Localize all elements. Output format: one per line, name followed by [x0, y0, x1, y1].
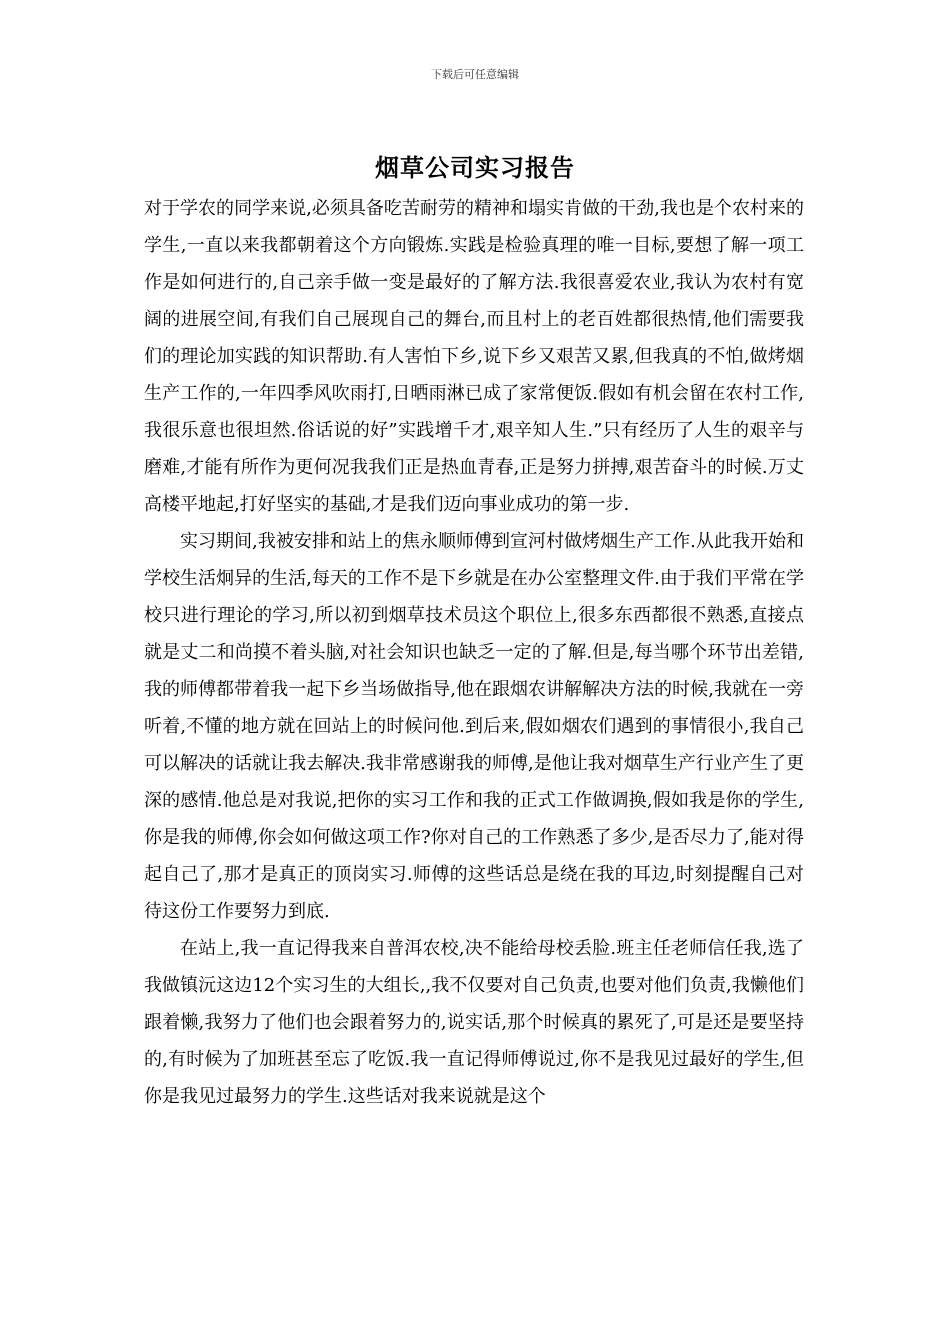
header-note: 下载后可任意编辑 [431, 68, 519, 81]
paragraph-2: 实习期间,我被安排和站上的焦永顺师傅到宣河村做烤烟生产工作.从此我开始和学校生活炯异的生活,每天的工作不是下乡就是在办公室整理文件.由于我们平常在学校只进行理论的学习,所以初到烟草技术员这个职位上,很多东西都很不熟悉,直接点就是丈二和尚摸不着头脑,对社会知识也缺乏一定的了解.但是,每当哪个环节出差错,我的师傅都带着我一起下乡当场做指导,他在跟烟农讲解解决方法的时候,我就在一旁听着,不懂的地方就在回站上的时候问他.到后来,假如烟农们遇到的事情很小,我自己可以解决的话就让我去解决.我非常感谢我的师傅,是他让我对烟草生产行业产生了更深的感情.他总是对我说,把你的实习工作和我的正式工作做调换,假如我是你的学生,你是我的师傅,你会如何做这项工作?你对自己的工作熟悉了多少,是否尽力了,能对得起自己了,那才是真正的顶岗实习.师傅的这些话总是绕在我的耳边,时刻提醒自己对待这份工作要努力到底. [144, 531, 804, 922]
document-body [144, 190, 804, 1115]
document-title: 烟草公司实习报告 [375, 154, 575, 182]
paragraph-1: 对于学农的同学来说,必须具备吃苦耐劳的精神和塌实肯做的干劲,我也是个农村来的学生,一直以来我都朝着这个方向锻炼.实践是检验真理的唯一目标,要想了解一项工作是如何进行的,自己亲手做一变是最好的了解方法.我很喜爱农业,我认为农村有宽阔的进展空间,有我们自己展现自己的舞台,而且村上的老百姓都很热情,他们需要我们的理论加实践的知识帮助.有人害怕下乡,说下乡又艰苦又累,但我真的不怕,做烤烟生产工作的,一年四季风吹雨打,日晒雨淋已成了家常便饭.假如有机会留在农村工作,我很乐意也很坦然.俗话说的好”实践增千才,艰辛知人生.”只有经历了人生的艰辛与磨难,才能有所作为更何况我我们正是热血青春,正是努力拼搏,艰苦奋斗的时候.万丈高楼平地起,打好坚实的基础,才是我们迈向事业成功的第一步. [144, 198, 804, 515]
paragraph-3: 在站上,我一直记得我来自普洱农校,决不能给母校丢脸.班主任老师信任我,选了我做镇沅这边12个实习生的大组长,,我不仅要对自己负责,也要对他们负责,我懒他们跟着懒,我努力了他们也会跟着努力的,说实话,那个时候真的累死了,可是还是要坚持的,有时候为了加班甚至忘了吃饭.我一直记得师傅说过,你不是我见过最好的学生,但你是我见过最努力的学生.这些话对我来说就是这个 [144, 938, 804, 1107]
